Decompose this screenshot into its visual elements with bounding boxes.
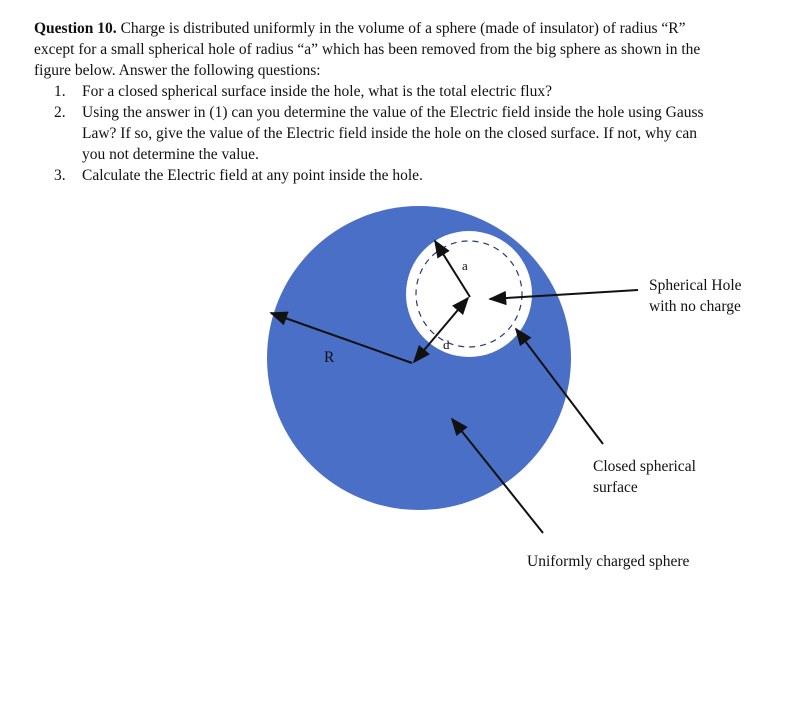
label-a: a xyxy=(462,258,468,273)
item-text: For a closed spherical surface inside the hole, what is the total electric flux? xyxy=(82,83,552,100)
item-number: 3. xyxy=(54,167,66,184)
item-number: 1. xyxy=(54,83,66,100)
label-hole-line2: with no charge xyxy=(649,298,741,315)
label-r: R xyxy=(324,349,335,366)
label-sphere: Uniformly charged sphere xyxy=(527,553,690,570)
label-surface-line2: surface xyxy=(593,479,638,496)
question-label: Question 10. xyxy=(34,20,117,37)
label-hole-line1: Spherical Hole xyxy=(649,277,742,294)
item-number: 2. xyxy=(54,104,66,121)
label-d: d xyxy=(443,337,450,352)
item-text: Using the answer in (1) can you determine the value of the Electric field inside the hole using Gauss Law? If so, give the value of the Electric field inside the hole on the closed surface. If not, why can you not determine the value. xyxy=(82,104,704,163)
question-body: Charge is distributed uniformly in the volume of a sphere (made of insulator) of radius “R” except for a small spherical hole of radius “a” which has been removed from the big sphere as shown in the figure below. Answer the following questions: xyxy=(34,20,701,79)
item-text: Calculate the Electric field at any point inside the hole. xyxy=(82,167,423,184)
label-surface-line1: Closed spherical xyxy=(593,458,696,475)
charged-sphere xyxy=(267,206,571,510)
